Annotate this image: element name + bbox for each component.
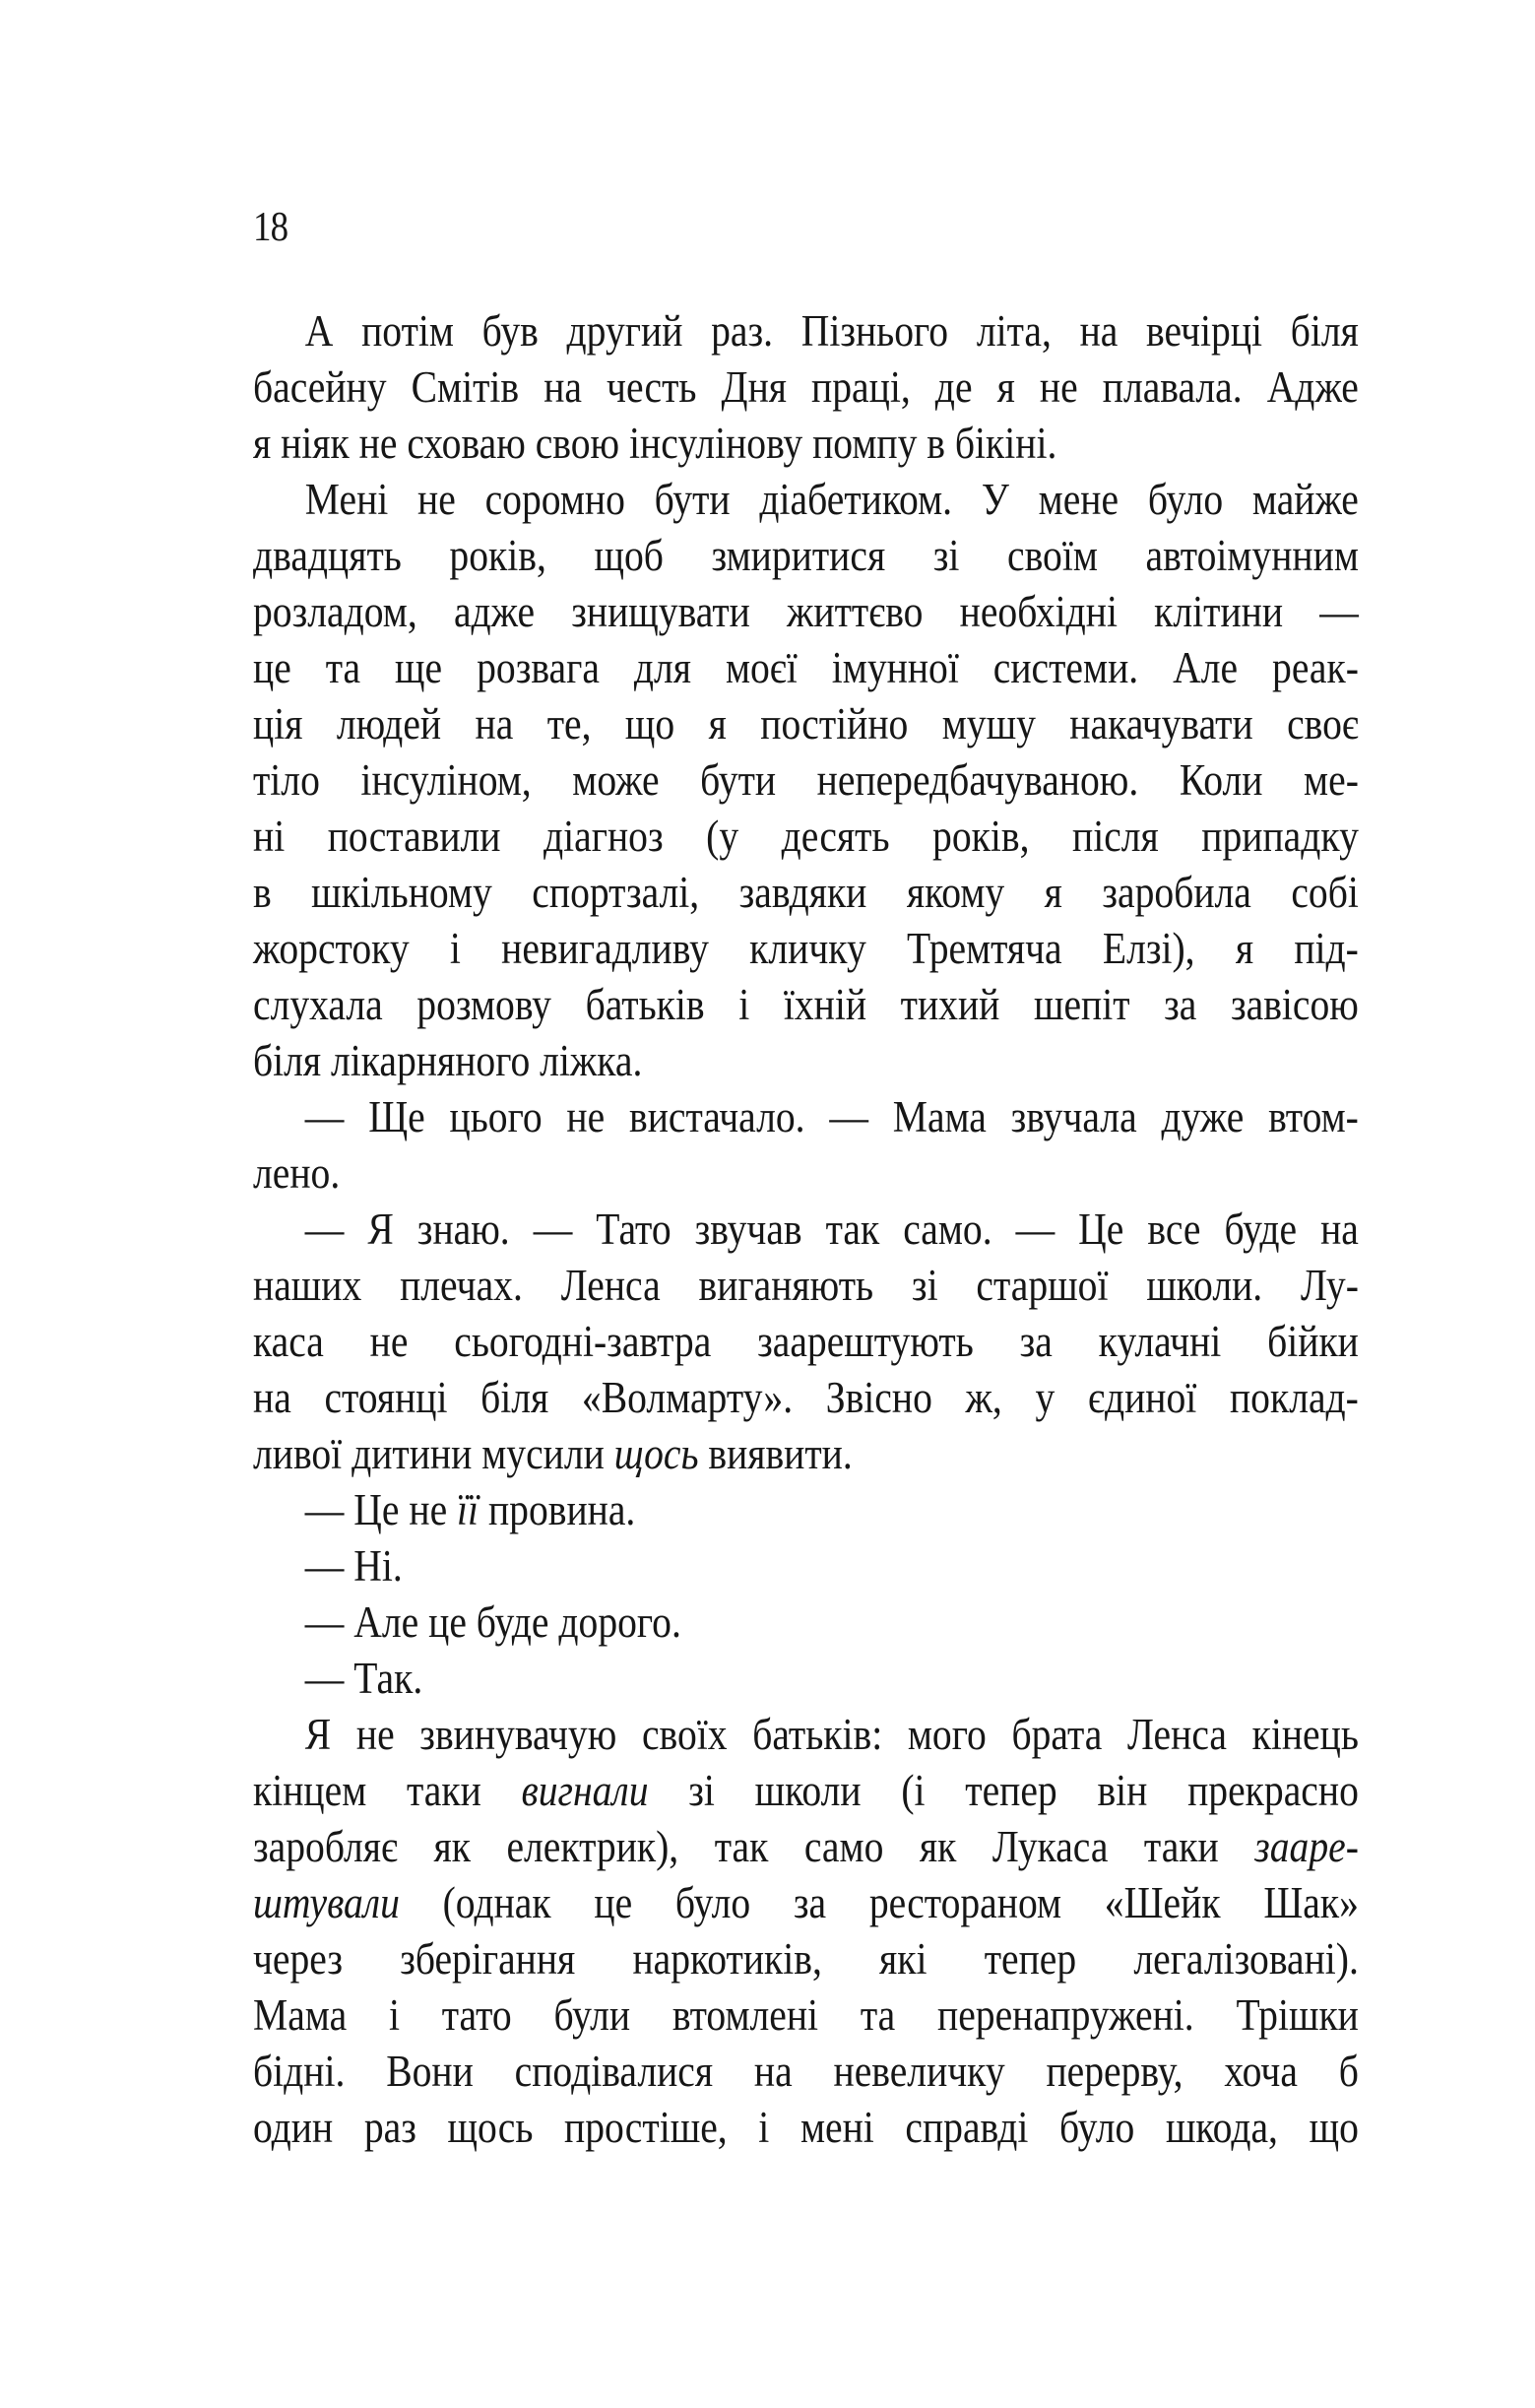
text-line [253,2100,1359,2156]
text-line [253,1819,1359,1875]
text-line [253,809,1359,865]
text-run: ція людей на те, що я постійно мушу накачувати своє [253,699,1359,748]
text-run: Мама і тато були втомлені та перенапружені. Трішки [253,1990,1359,2040]
text-run: слухала розмову батьків і їхній тихий шепіт за завісою [253,980,1359,1029]
text-line [253,640,1359,696]
text-line [253,1033,1359,1089]
text-run: ні поставили діагноз (у десять років, після припадку [253,812,1359,861]
text-run: лено. [253,1148,341,1198]
text-run: — Так. [304,1654,423,1703]
text-line [253,865,1359,921]
text-run: Я не звинувачую своїх батьків: мого брата Ленса кінець [304,1710,1359,1759]
text-run: на стоянці біля «Волмарту». Звісно ж, у єдиної поклад- [253,1373,1359,1422]
text-line [253,921,1359,977]
text-line [253,1482,1359,1538]
text-line [253,1707,1359,1763]
text-line [253,1651,1359,1707]
text-run: заробляє як електрик), так само як Лукаса таки [253,1822,1255,1871]
italic-text-run: вигнали [521,1766,649,1815]
text-line [253,303,1359,359]
italic-text-run: щось [613,1429,699,1478]
text-block [253,303,1359,2156]
text-line [253,696,1359,752]
italic-text-run: штували [253,1878,400,1927]
text-line [253,1089,1359,1145]
text-line [253,1314,1359,1370]
text-line [253,1763,1359,1819]
text-run: в шкільному спортзалі, завдяки якому я заробила собі [253,868,1359,917]
text-run: біля лікарняного ліжка. [253,1036,643,1085]
text-line [253,1875,1359,1931]
text-line [253,528,1359,584]
text-run: провина. [479,1485,636,1534]
text-line [253,359,1359,416]
italic-text-run: її [457,1485,480,1534]
text-run: зі школи (і тепер він прекрасно [648,1766,1359,1815]
text-run: А потім був другий раз. Пізнього літа, на вечірці біля [304,306,1359,356]
italic-text-run: зааре- [1254,1822,1359,1871]
text-run: — Ні. [304,1541,403,1591]
text-run: наших плечах. Ленса виганяють зі старшої школи. Лу- [253,1261,1359,1310]
text-run: ливої дитини мусили [253,1429,614,1478]
text-line [253,1370,1359,1426]
text-run: кінцем таки [253,1766,522,1815]
text-run: двадцять років, щоб змиритися зі своїм автоімунним [253,531,1359,580]
text-line [253,1426,1359,1482]
text-line [253,472,1359,528]
text-line [253,1538,1359,1594]
text-run: — Я знаю. — Тато звучав так само. — Це все буде на [304,1204,1359,1254]
text-run: Мені не соромно бути діабетиком. У мене було майже [304,475,1359,524]
text-line [253,584,1359,640]
text-run: розладом, адже знищувати життєво необхідні клітини — [253,587,1359,636]
text-line [253,2044,1359,2100]
text-line [253,1145,1359,1202]
page-content [253,0,1359,2408]
text-run: виявити. [698,1429,853,1478]
text-run: басейну Смітів на честь Дня праці, де я не плавала. Адже [253,362,1359,412]
text-run: один раз щось простіше, і мені справді було шкода, що [253,2103,1359,2152]
text-run: це та ще розвага для моєї імунної системи. Але реак- [253,643,1359,692]
text-line [253,1987,1359,2044]
text-line [253,1931,1359,1987]
text-line [253,752,1359,809]
text-run: тіло інсуліном, може бути непередбачуваною. Коли ме- [253,755,1359,805]
text-line [253,416,1359,472]
text-run: каса не сьогодні-завтра заарештують за кулачні бійки [253,1317,1359,1366]
text-line [253,1202,1359,1258]
text-run: я ніяк не сховаю свою інсулінову помпу в бікіні. [253,419,1057,468]
text-run: жорстоку і невигадливу кличку Тремтяча Елзі), я під- [253,924,1359,973]
text-run: — Ще цього не вистачало. — Мама звучала дуже втом- [304,1092,1359,1141]
text-line [253,1594,1359,1651]
text-run: — Але це буде дорого. [304,1597,681,1647]
text-run: бідні. Вони сподівалися на невеличку перерву, хоча б [253,2047,1359,2096]
text-run: (однак це було за рестораном «Шейк Шак» [399,1878,1359,1927]
page-number: 18 [253,205,288,250]
text-run: — Це не [304,1485,458,1534]
text-line [253,1258,1359,1314]
text-run: через зберігання наркотиків, які тепер легалізовані). [253,1934,1359,1984]
text-line [253,977,1359,1033]
